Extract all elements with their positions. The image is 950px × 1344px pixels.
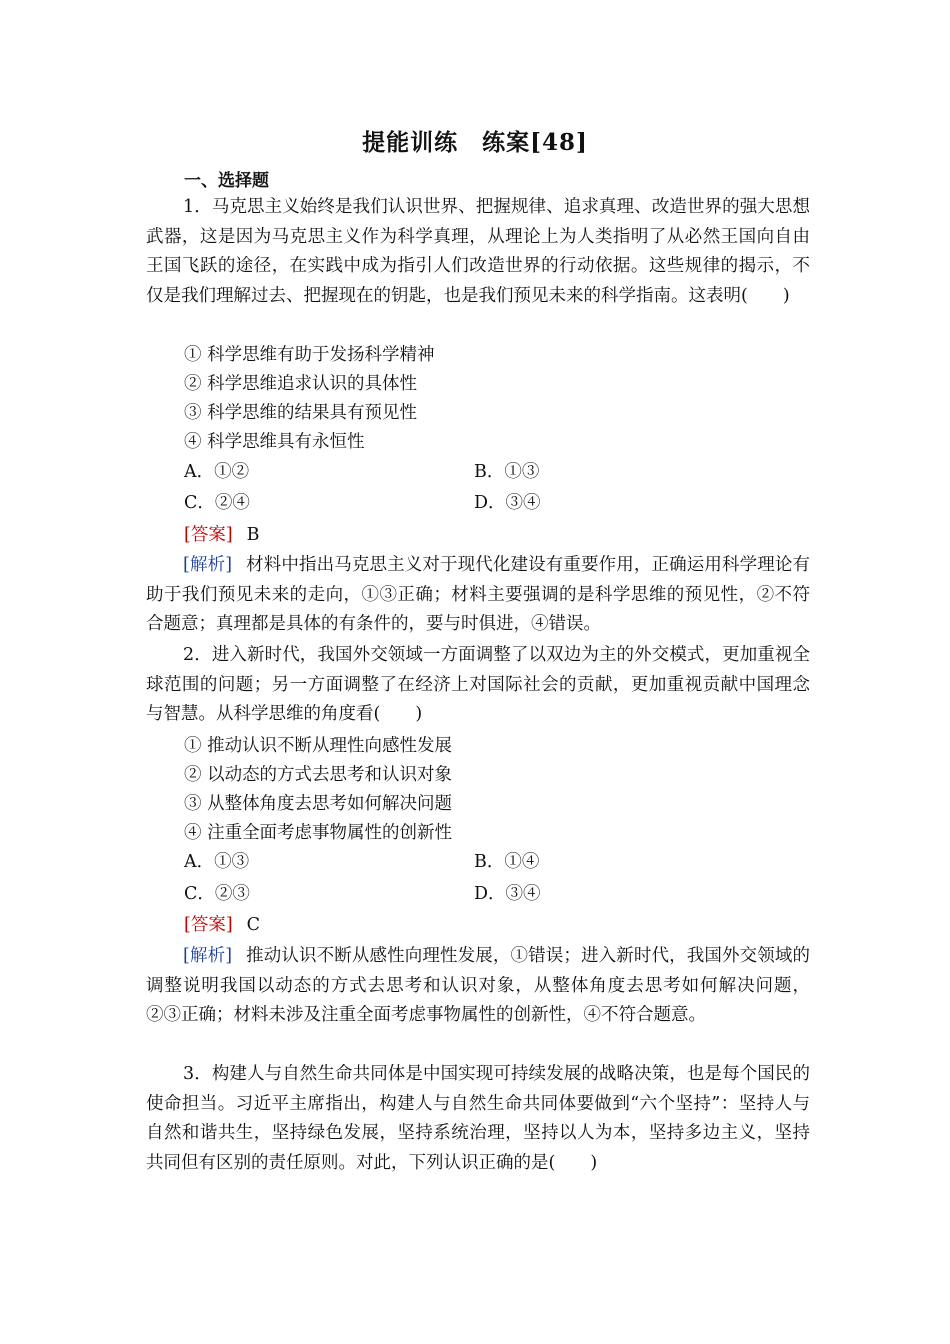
answer-value: B <box>246 525 260 545</box>
page-title: 提能训练 练案[48] <box>362 129 588 156</box>
q2-statement-4: ④ 注重全面考虑事物属性的创新性 <box>184 823 453 843</box>
q2-analysis <box>146 942 810 1031</box>
q2-choice-c: C．②③ <box>184 884 250 904</box>
q1-choice-b: B．①③ <box>474 462 540 482</box>
question-2-stem: 2．进入新时代，我国外交领域一方面调整了以双边为主的外交模式，更加重视全球范围的问题；另一方面调整了在经济上对国际社会的贡献，更加重视贡献中国理念与智慧。从科学思维的角度看( ) <box>146 645 810 724</box>
answer-value: C <box>246 915 261 935</box>
q1-choice-c: C．②④ <box>184 493 250 513</box>
q2-statement-1: ① 推动认识不断从理性向感性发展 <box>184 736 453 756</box>
q1-answer <box>184 521 260 549</box>
question-1-stem: 1．马克思主义始终是我们认识世界、把握规律、追求真理、改造世界的强大思想武器，这是因为马克思主义作为科学真理，从理论上为人类指明了从必然王国向自由王国飞跃的途径，在实践中成为指引人们改造世界的行动依据。这些规律的揭示，不仅是我们理解过去、把握现在的钥匙，也是我们预见未来的科学指南。这表明( ) <box>146 197 810 306</box>
answer-tag: [答案] <box>184 525 233 545</box>
q1-statement-2: ② 科学思维追求认识的具体性 <box>184 374 418 394</box>
q2-choice-d: D．③④ <box>474 884 541 904</box>
analysis-text: 推动认识不断从感性向理性发展，①错误；进入新时代，我国外交领域的调整说明我国以动态的方式去思考和认识对象，从整体角度去思考如何解决问题，②③正确；材料未涉及注重全面考虑事物属性的创新性，④不符合题意。 <box>146 946 811 1025</box>
q2-statement-2: ② 以动态的方式去思考和认识对象 <box>184 765 453 785</box>
q2-statement-3: ③ 从整体角度去思考如何解决问题 <box>184 794 453 814</box>
q2-choice-a: A．①③ <box>184 852 250 872</box>
q2-answer <box>184 911 260 939</box>
q1-choice-a: A．①② <box>184 462 250 482</box>
answer-tag: [答案] <box>184 915 233 935</box>
question-3-stem: 3．构建人与自然生命共同体是中国实现可持续发展的战略决策，也是每个国民的使命担当。习近平主席指出，构建人与自然生命共同体要做到“六个坚持”：坚持人与自然和谐共生，坚持绿色发展，坚持系统治理，坚持以人为本，坚持多边主义，坚持共同但有区别的责任原则。对此，下列认识正确的是( ) <box>146 1064 810 1173</box>
q1-analysis <box>146 551 810 640</box>
q2-choice-b: B．①④ <box>474 852 540 872</box>
analysis-text: 材料中指出马克思主义对于现代化建设有重要作用，正确运用科学理论有助于我们预见未来的走向，①③正确；材料主要强调的是科学思维的预见性，②不符合题意；真理都是具体的有条件的，要与时俱进，④错误。 <box>146 555 811 634</box>
q1-statement-1: ① 科学思维有助于发扬科学精神 <box>184 345 435 365</box>
analysis-tag: [解析] <box>183 946 233 966</box>
analysis-tag: [解析] <box>183 555 233 575</box>
q1-statement-4: ④ 科学思维具有永恒性 <box>184 432 365 452</box>
q1-choice-d: D．③④ <box>474 493 541 513</box>
q1-statement-3: ③ 科学思维的结果具有预见性 <box>184 403 418 423</box>
section-heading: 一、选择题 <box>184 171 269 191</box>
